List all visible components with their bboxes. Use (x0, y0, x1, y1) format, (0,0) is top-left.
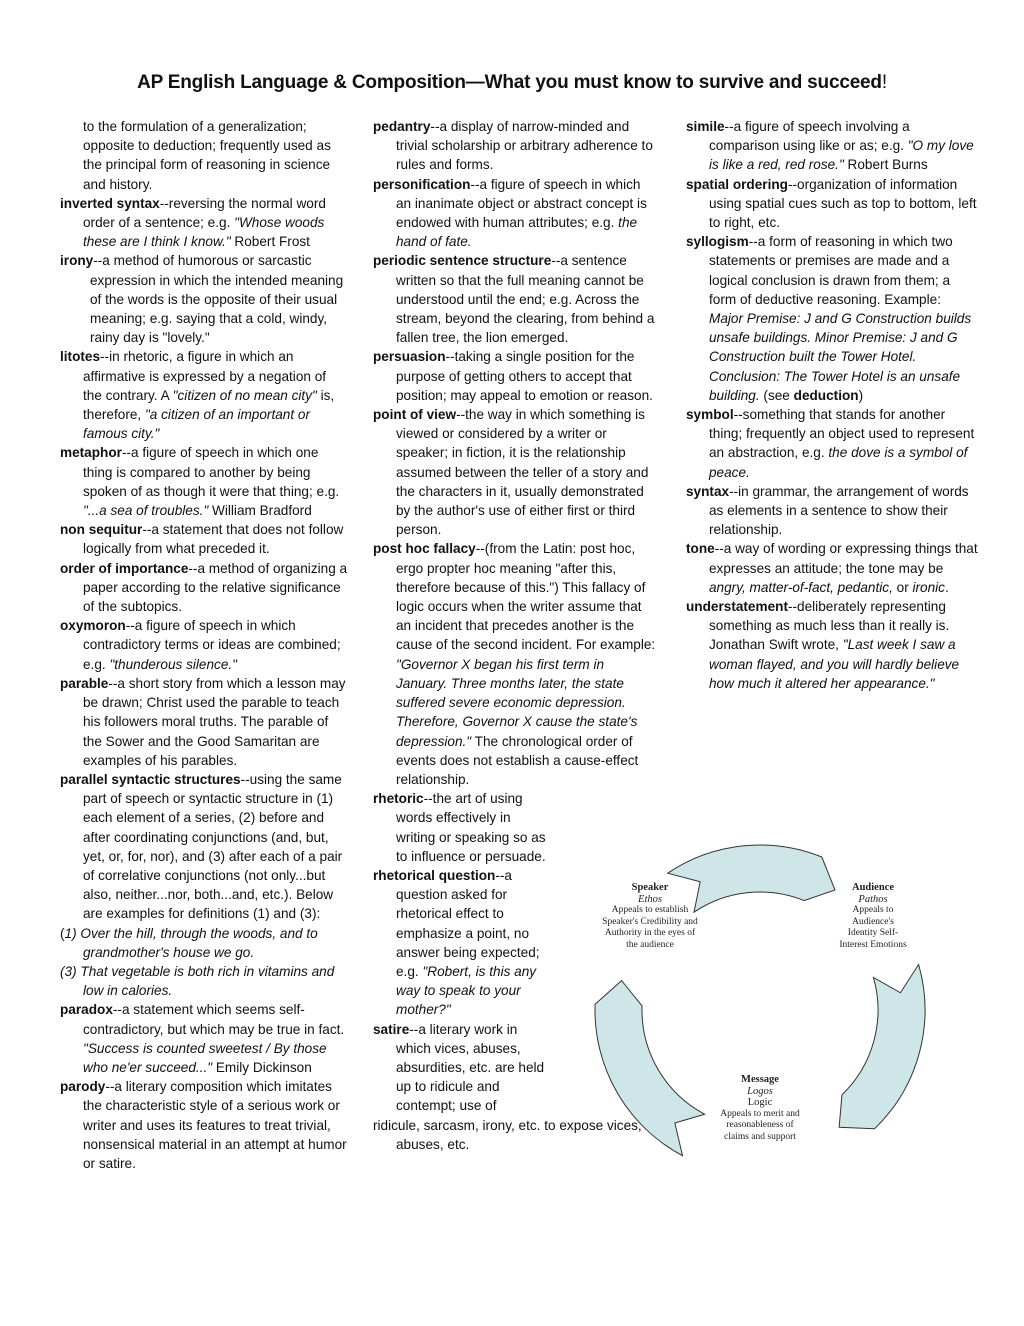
audience-description: Appeals to Audience's Identity Self-Interest Emotions (839, 905, 907, 950)
arc-message-to-speaker (595, 981, 705, 1156)
page-title: AP English Language & Composition—What you must know to survive and succeed! (137, 72, 887, 93)
glossary-entry-metaphor: metaphor--a figure of speech in which one thing is compared to another by being spoken of as though it were that thing; e.g. "...a sea of troubles." William Bradford (60, 445, 340, 519)
glossary-entry-inverted-syntax: inverted syntax--reversing the normal word order of a sentence; e.g. "Whose woods these are I think I know." Robert Frost (60, 195, 326, 250)
glossary-entry-parallel-syntactic-structures: parallel syntactic structures--using the same part of speech or syntactic structure in (1) each element of a series, (2) before and after coordinating conjunctions (and, but, yet, or, for, nor), and (3) after each of a pair of correlative conjunctions (not only...but also, neither...nor, both...and, etc.). Below are examples for definitions (1) and (3): (1) Over the hill, through the woods, and to grandmother's house we go. (3) That vegetable is both rich in vitamins and low in calories. (60, 771, 343, 999)
glossary-entry-irony: irony--a method of humorous or sarcastic expression in which the intended meaning of the words is the opposite of their usual meaning; e.g. saying that a cold, windy, rainy day is "lovely." (60, 253, 344, 346)
glossary-entry-rhetorical-question: rhetorical question--a question asked for rhetorical effect to emphasize a point, no answer being expected; e.g. "Robert, is this any way to speak to your mother?" (373, 867, 540, 1018)
glossary-entry-persuasion: persuasion--taking a single position for the purpose of getting others to accept that position; may appeal to emotion or reason. (373, 349, 653, 403)
glossary-entry-syllogism: syllogism--a form of reasoning in which two statements or premises are made and a logical conclusion is drawn from them; a form of deductive reasoning. Example: Major Premise: J and G Construction builds unsafe buildings. Minor Premise: J and G Construction built the Tower Hotel. Conclusion: The Tower Hotel is an unsafe building. (see deduction) (686, 234, 972, 403)
glossary-entry-rhetoric: rhetoric--the art of using words effectively in writing or speaking so as to influence or persuade. (373, 791, 546, 864)
glossary-entry-post-hoc-fallacy: post hoc fallacy--(from the Latin: post hoc, ergo propter hoc meaning "after this, therefore because of this.") This fallacy of logic occurs when the writer assume that an incident that precedes another is the cause of the second incident. For example: "Governor X began his first term in January. Three months later, the state suffered severe economic depression. Therefore, Governor X cause the state's depression." The chronological order of events does not establish a cause-effect relationship. (373, 541, 656, 787)
glossary-entry-spatial-ordering: spatial ordering--organization of information using spatial cues such as top to bottom, left to right, etc. (686, 176, 977, 231)
glossary-column-1 (60, 117, 348, 1173)
message-label: Message (741, 1074, 779, 1085)
glossary-entry-oxymoron: oxymoron--a figure of speech in which contradictory terms or ideas are combined; e.g. "thunderous silence." (60, 618, 341, 672)
glossary-entry-periodic-sentence-structure: periodic sentence structure--a sentence written so that the full meaning cannot be understood until the end; e.g. Across the stream, beyond the clearing, from behind a fallen tree, the lion emerged. (373, 253, 655, 346)
message-description: Appeals to merit and reasonableness of claims and support (720, 1108, 800, 1142)
speaker-description: Appeals to establish Speaker's Credibility and Authority in the eyes of the audience (602, 905, 698, 950)
glossary-entry-non-sequitur: non sequitur--a statement that does not follow logically from what preceded it. (60, 522, 344, 557)
pathos-label: Pathos (858, 893, 888, 905)
audience-node (838, 882, 908, 951)
glossary-entry-continued: to the formulation of a generalization; opposite to deduction; frequently used as the principal form of reasoning in science and history. (83, 119, 331, 192)
logos-label: Logos (747, 1085, 773, 1097)
audience-label: Audience (852, 882, 894, 893)
ethos-label: Ethos (638, 893, 662, 905)
glossary-entry-parable: parable--a short story from which a lesson may be drawn; Christ used the parable to teach his followers moral truths. The parable of the Sower and the Good Samaritan are examples of his parables. (60, 675, 346, 768)
glossary-entry-litotes: litotes--in rhetoric, a figure in which an affirmative is expressed by a negation of the contrary. A "citizen of no mean city" is, therefore, "a citizen of an important or famous city." (60, 349, 335, 442)
glossary-entry-personification: personification--a figure of speech in which an inanimate object or abstract concept is endowed with human attributes; e.g. the hand of fate. (373, 176, 647, 250)
message-node (717, 1074, 803, 1143)
glossary-entry-paradox: paradox--a statement which seems self-contradictory, but which may be true in fact. "Success is counted sweetest / By those who ne'er succeed..." Emily Dickinson (60, 1002, 345, 1075)
glossary-entry-symbol: symbol--something that stands for another thing; frequently an object used to represent an abstraction, e.g. the dove is a symbol of peace. (686, 407, 975, 480)
glossary-entry-understatement: understatement--deliberately representing something as much less than it really is. Jonathan Swift wrote, "Last week I saw a woman flayed, and you will hardly believe how much it altered her appearance." (686, 599, 960, 691)
glossary-entry-satire: satire--a literary work in which vices, abuses, absurdities, etc. are held up to ridicule and contempt; use of ridicule, sarcasm, irony, etc. to expose vices, abuses, etc. (373, 1021, 642, 1152)
glossary-entry-parody: parody--a literary composition which imitates the characteristic style of a serious work or writer and uses its features to treat trivial, nonsensical material in an attempt at humor or satire. (60, 1079, 347, 1171)
speaker-label: Speaker (631, 882, 669, 893)
speaker-node (602, 882, 698, 951)
glossary-entry-simile: simile--a figure of speech involving a comparison using like or as; e.g. "O my love is like a red, red rose." Robert Burns (686, 119, 974, 173)
glossary-column-3 (686, 117, 978, 693)
glossary-entry-pedantry: pedantry--a display of narrow-minded and trivial scholarship or arbitrary adherence to rules and forms. (373, 119, 653, 173)
glossary-entry-syntax: syntax--in grammar, the arrangement of words as elements in a sentence to show their relationship. (686, 483, 969, 538)
glossary-entry-order-of-importance: order of importance--a method of organizing a paper according to the relative significance of the subtopics. (60, 560, 348, 615)
logic-label: Logic (747, 1097, 773, 1108)
glossary-entry-tone: tone--a way of wording or expressing things that expresses an attitude; the tone may be angry, matter-of-fact, pedantic, or ironic. (686, 541, 978, 595)
arc-audience-to-message (839, 965, 925, 1129)
rhetorical-appeals-diagram (590, 830, 970, 1180)
glossary-entry-point-of-view: point of view--the way in which something is viewed or considered by a writer or speaker; in fiction, it is the relationship assumed between the teller of a story and the characters in it, usually demonstrated by the author's use of either first or third person. (373, 407, 649, 538)
